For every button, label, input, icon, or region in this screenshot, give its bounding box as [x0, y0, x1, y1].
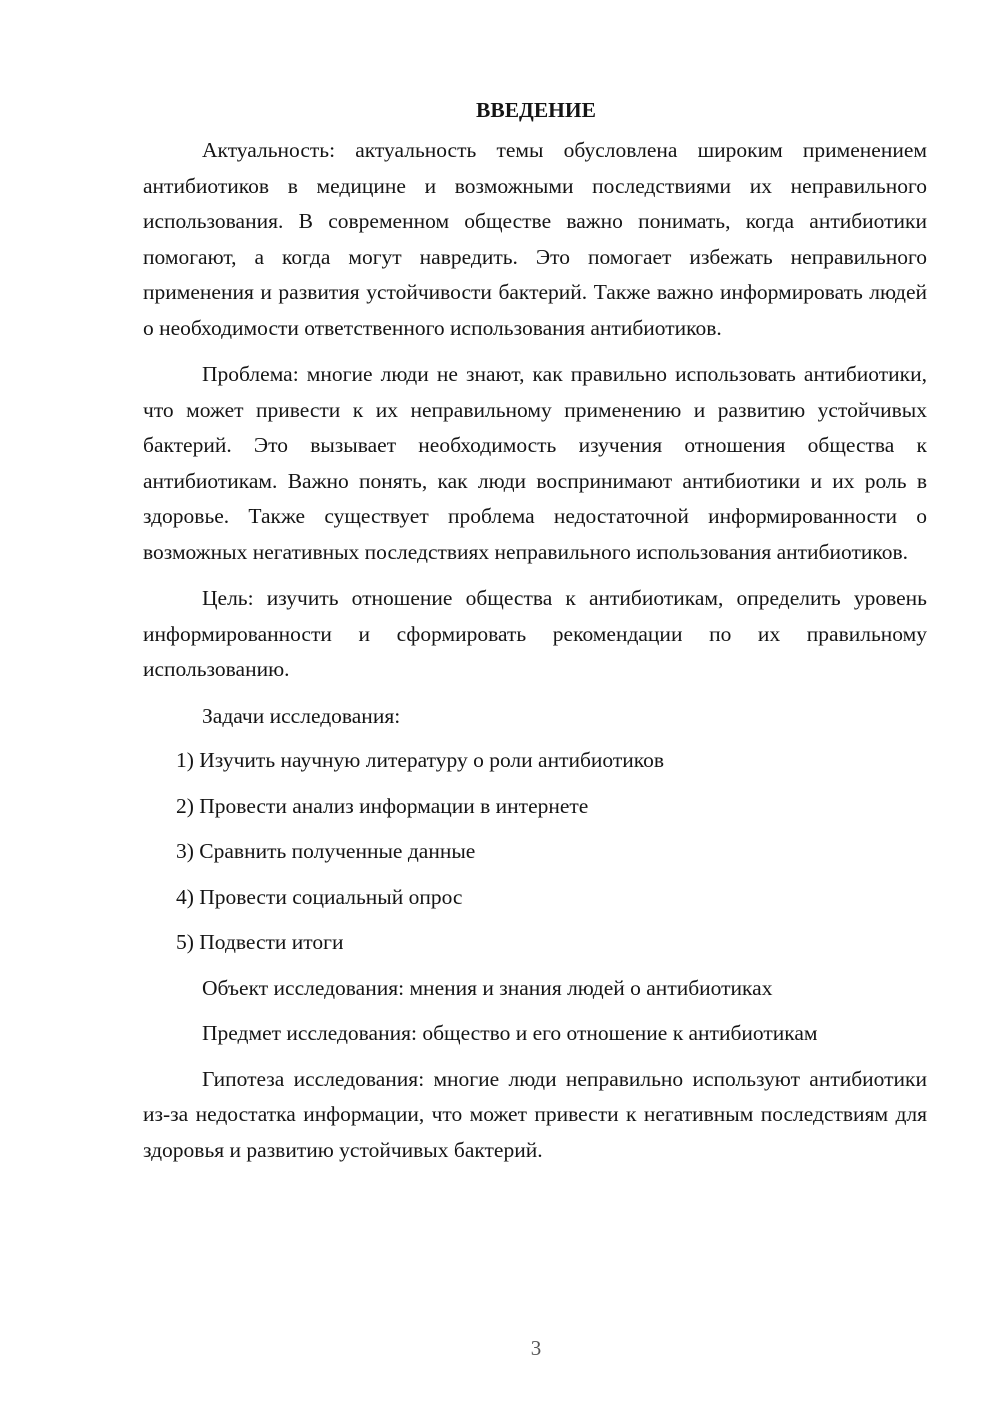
goal-paragraph: Цель: изучить отношение общества к антибиотикам, определить уровень информированности и сформировать рекомендации по их правильному использованию. — [143, 586, 927, 681]
list-item: 3) Сравнить полученные данные — [176, 839, 476, 863]
research-subject: Предмет исследования: общество и его отношение к антибиотикам — [202, 1021, 818, 1045]
research-object: Объект исследования: мнения и знания людей о антибиотиках — [202, 975, 773, 1000]
tasks-list — [143, 743, 927, 961]
tasks-title: Задачи исследования: — [202, 703, 401, 728]
list-item: 1) Изучить научную литературу о роли антибиотиков — [176, 748, 665, 772]
page-number: 3 — [530, 1336, 542, 1360]
problem-paragraph: Проблема: многие люди не знают, как правильно использовать антибиотики, что может привести к их неправильному применению и развитию устойчивых бактерий. Это вызывает необходимость изучения отношения общества к антибиотикам. Важно понять, как люди воспринимают антибиотики и их роль в здоровье. Также существует проблема недостаточной информированности о возможных негативных последствиях неправильного использования антибиотиков. — [143, 362, 927, 564]
list-item: 2) Провести анализ информации в интернете — [176, 793, 589, 818]
hypothesis-paragraph: Гипотеза исследования: многие люди неправильно используют антибиотики из-за недостатка информации, что может привести к негативным последствиям для здоровья и развитию устойчивых бактерий. — [143, 1066, 927, 1162]
page-content — [143, 93, 927, 1168]
page-title: ВВЕДЕНИЕ — [476, 98, 596, 122]
relevance-paragraph: Актуальность: актуальность темы обусловлена широким применением антибиотиков в медицине и возможными последствиями их неправильного использования. В современном обществе важно понимать, когда антибиотики помогают, а когда могут навредить. Это помогает избежать неправильного применения и развития устойчивости бактерий. Также важно информировать людей о необходимости ответственного использования антибиотиков. — [143, 138, 927, 340]
list-item: 4) Провести социальный опрос — [176, 884, 463, 909]
list-item: 5) Подвести итоги — [176, 930, 344, 954]
